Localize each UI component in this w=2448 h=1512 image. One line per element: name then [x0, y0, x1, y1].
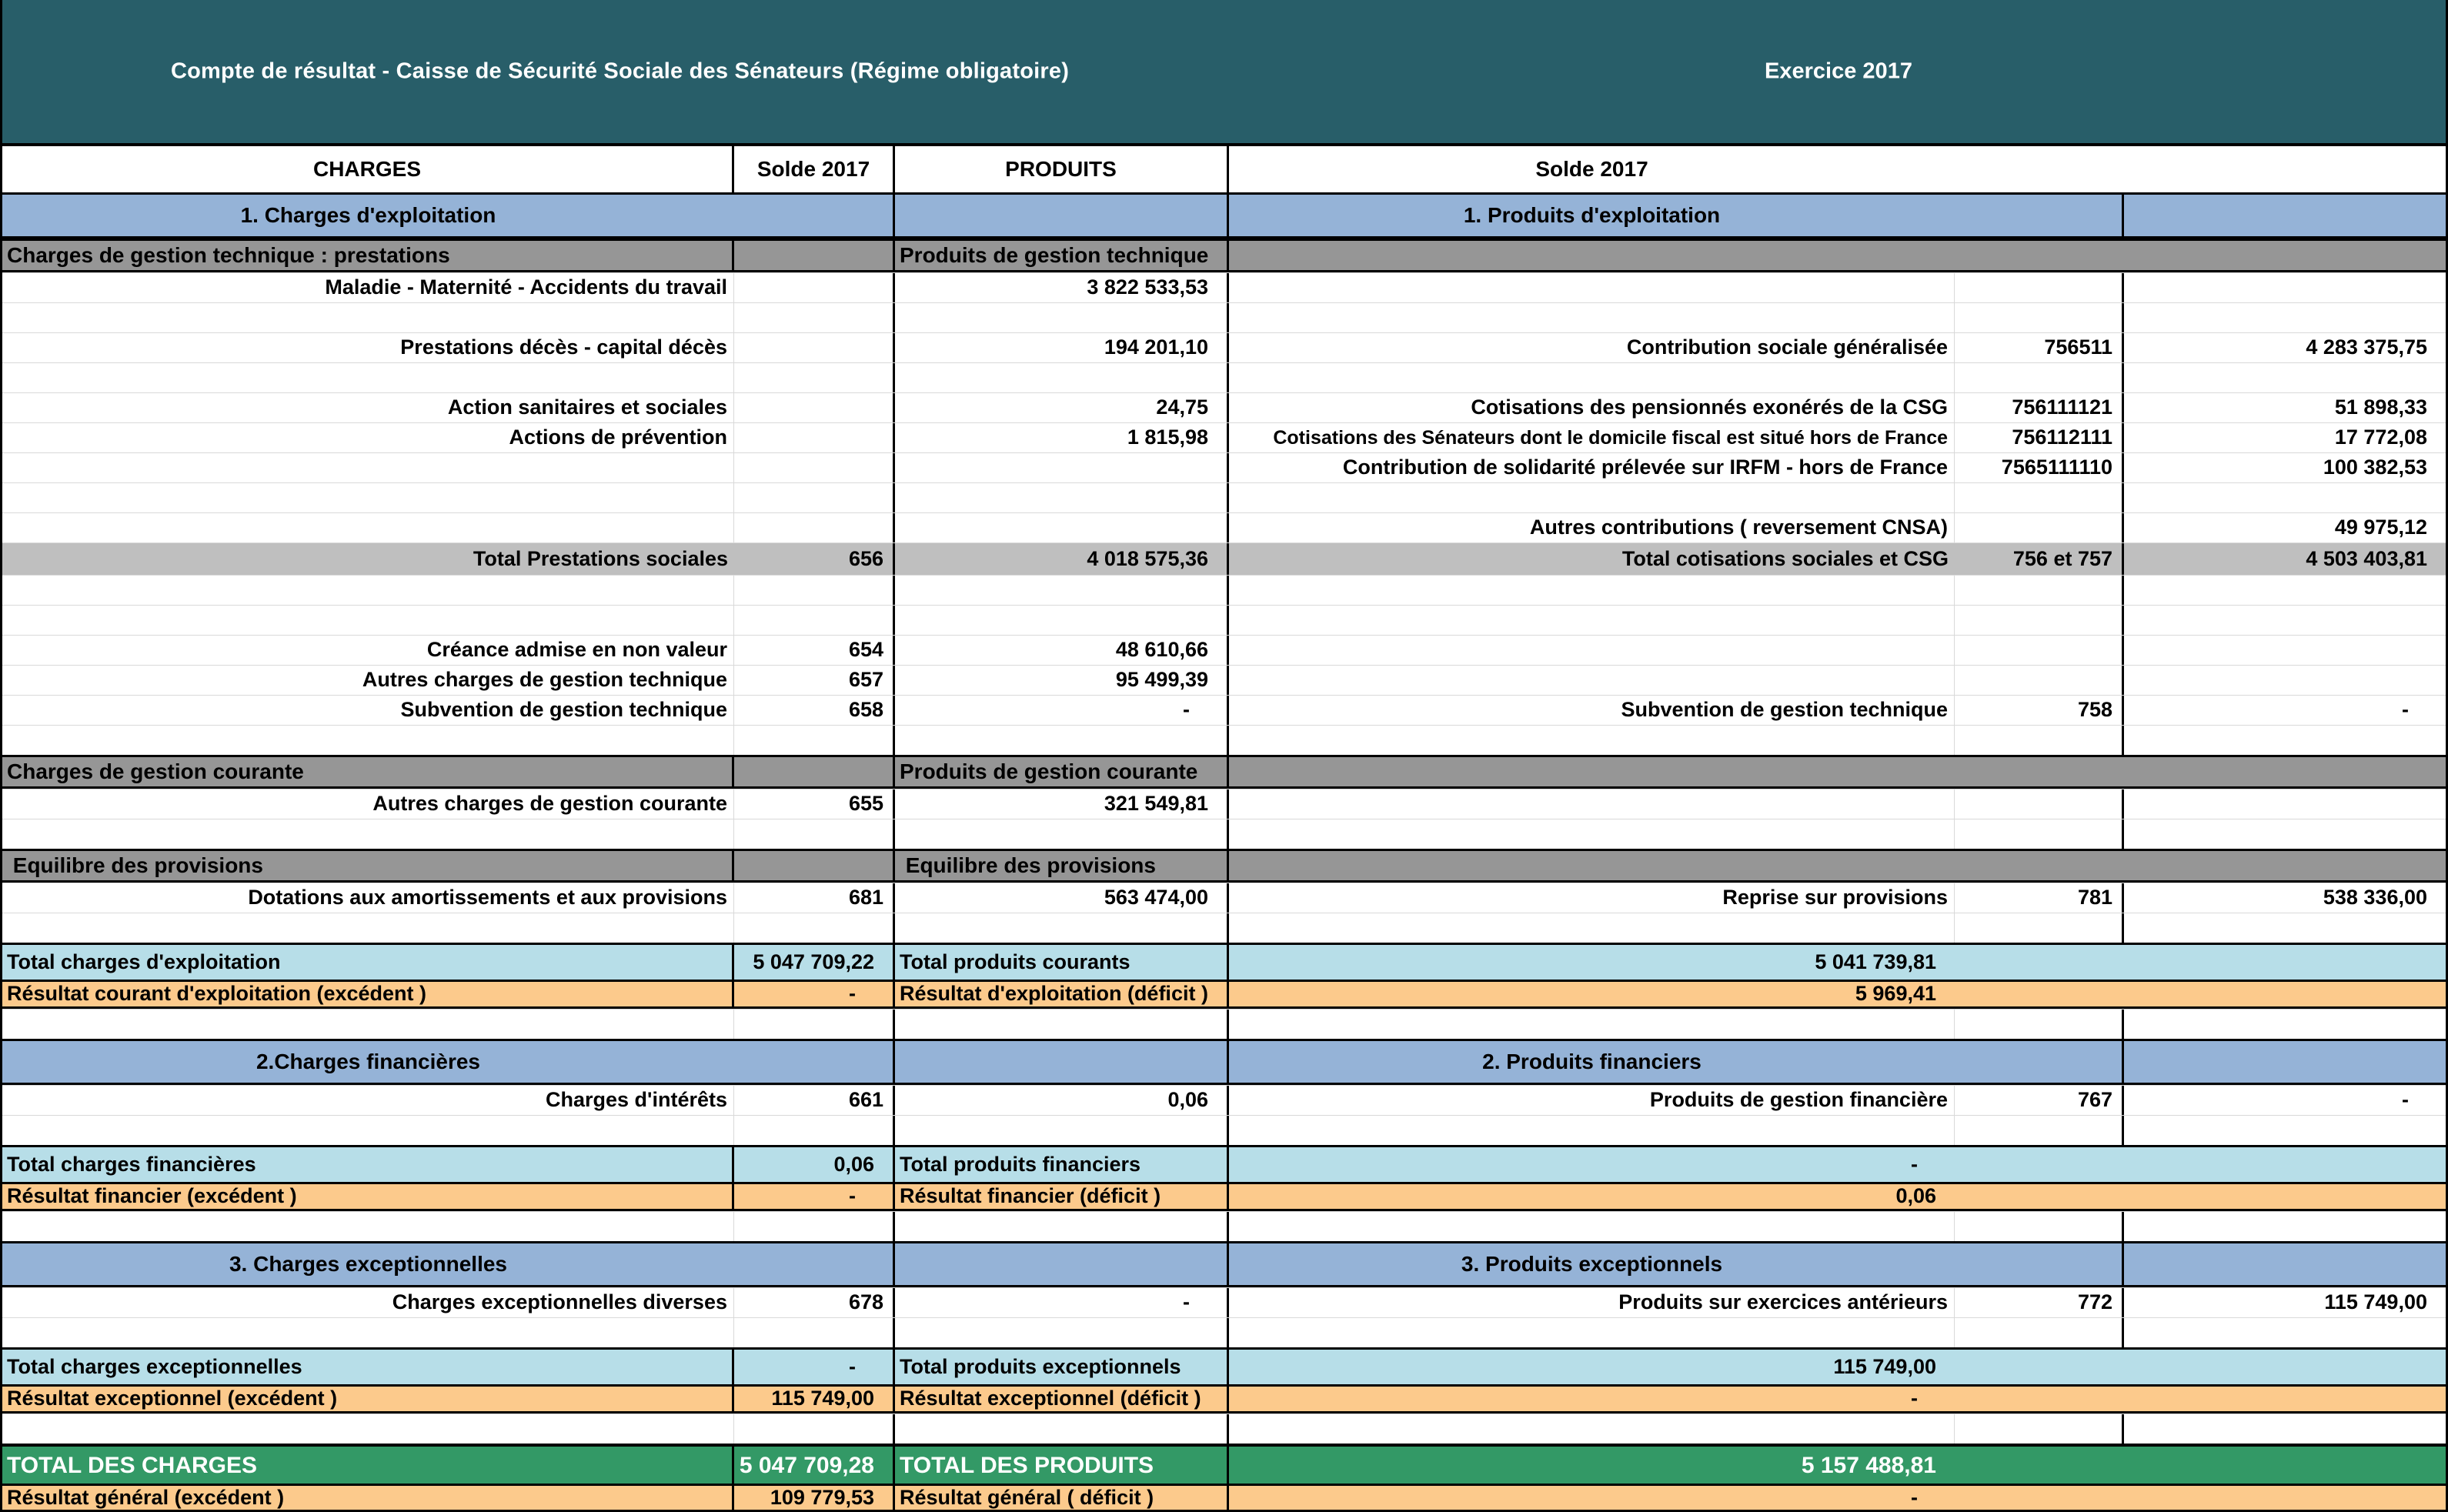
table-row: [2, 980, 2446, 1009]
charges-label-cell[interactable]: Subvention de gestion technique: [2, 696, 734, 725]
table-row: [2, 1287, 2446, 1317]
produits-code-cell[interactable]: 756511: [1955, 333, 2124, 362]
table-row: [2, 849, 2446, 883]
produits-label-cell[interactable]: [1229, 666, 1955, 695]
produits-code-cell[interactable]: [1955, 1318, 2124, 1347]
table-row: [2, 272, 2446, 302]
table-row: [2, 1145, 2446, 1182]
produits-value-cell[interactable]: 115 749,00: [2324, 1290, 2427, 1314]
charges-value-cell[interactable]: 0,06: [734, 1147, 895, 1182]
charges-code-cell[interactable]: [734, 576, 895, 605]
produits-section-cell[interactable]: Total produits courants: [895, 945, 1229, 980]
charges-code-cell[interactable]: [734, 273, 895, 302]
produits-section-cell[interactable]: Equilibre des provisions: [895, 851, 1229, 880]
produits-code-cell[interactable]: 767: [1955, 1086, 2124, 1115]
produits-value-cell[interactable]: -: [1911, 1152, 1918, 1176]
charges-value-cell[interactable]: -: [734, 982, 895, 1006]
charges-value-cell[interactable]: [895, 606, 1229, 635]
produits-code-cell[interactable]: [1955, 913, 2124, 943]
table-row: [2, 332, 2446, 362]
table-row: [2, 913, 2446, 943]
charges-section-cell[interactable]: Equilibre des provisions: [2, 851, 734, 880]
produits-section-title-cell[interactable]: 1. Produits d'exploitation: [1463, 202, 1721, 227]
charges-code-cell[interactable]: [734, 513, 895, 542]
charges-code-cell[interactable]: 654: [734, 636, 895, 665]
produits-value-cell[interactable]: [2124, 789, 2446, 819]
charges-section-cell[interactable]: Total charges d'exploitation: [2, 945, 734, 980]
produits-label-cell[interactable]: [1229, 1212, 1955, 1241]
charges-code-cell[interactable]: [734, 195, 895, 236]
produits-value-cell[interactable]: [2124, 1010, 2446, 1039]
table-row: [2, 1039, 2446, 1085]
produits-value-cell[interactable]: [2124, 819, 2446, 849]
produits-code-cell[interactable]: [1955, 666, 2124, 695]
produits-label-cell[interactable]: [1229, 363, 1955, 392]
charges-label-cell[interactable]: Action sanitaires et sociales: [2, 393, 734, 422]
charges-code-cell[interactable]: 678: [734, 1288, 895, 1317]
produits-code-cell[interactable]: [1955, 363, 2124, 392]
charges-value-cell[interactable]: 24,75: [895, 393, 1229, 422]
charges-code-cell[interactable]: [734, 1116, 895, 1145]
charges-value-cell[interactable]: [895, 1212, 1229, 1241]
charges-label-cell[interactable]: Actions de prévention: [2, 423, 734, 452]
produits-value-cell[interactable]: 5 041 739,81: [1815, 950, 1936, 973]
charges-code-cell[interactable]: 681: [734, 883, 895, 913]
produits-section-title-cell[interactable]: 2. Produits financiers: [1482, 1049, 1702, 1073]
table-row: [2, 1384, 2446, 1414]
column-header-solde-charges[interactable]: Solde 2017: [734, 146, 895, 192]
table-row: [2, 1182, 2446, 1211]
produits-value-cell[interactable]: 4 283 375,75: [2306, 335, 2427, 359]
produits-value-cell[interactable]: [2124, 1414, 2446, 1444]
charges-value-cell[interactable]: [734, 851, 895, 880]
produits-section-cell[interactable]: Résultat exceptionnel (déficit ): [895, 1387, 1229, 1411]
produits-code-cell[interactable]: 758: [1955, 696, 2124, 725]
produits-section-cell[interactable]: TOTAL DES PRODUITS: [895, 1447, 1229, 1484]
table-row: [2, 1115, 2446, 1145]
produits-value-cell[interactable]: 4 503 403,81: [2306, 546, 2427, 570]
charges-section-cell[interactable]: Total charges exceptionnelles: [2, 1350, 734, 1384]
charges-label-cell[interactable]: [2, 1318, 734, 1347]
charges-label-cell[interactable]: [2, 1116, 734, 1145]
charges-label-cell[interactable]: Total Prestations sociales: [473, 546, 728, 570]
produits-value-cell[interactable]: 5 969,41: [1855, 982, 1936, 1006]
produits-label-cell[interactable]: Autres contributions ( reversement CNSA): [1229, 513, 1955, 542]
charges-value-cell[interactable]: [895, 913, 1229, 943]
table-row: [2, 605, 2446, 635]
produits-section-title-cell[interactable]: 3. Produits exceptionnels: [1461, 1251, 1723, 1276]
table-row: [2, 1085, 2446, 1115]
produits-code-cell[interactable]: 756 et 757: [1955, 543, 2124, 575]
produits-value-cell[interactable]: 17 772,08: [2334, 426, 2427, 449]
charges-code-cell[interactable]: [734, 303, 895, 332]
charges-label-cell[interactable]: Autres charges de gestion technique: [2, 666, 734, 695]
charges-label-cell[interactable]: [2, 363, 734, 392]
charges-code-cell[interactable]: [734, 726, 895, 755]
table-row: [2, 943, 2446, 980]
table-row: [2, 725, 2446, 755]
table-row: [2, 789, 2446, 819]
charges-section-title-cell[interactable]: 3. Charges exceptionnelles: [229, 1251, 508, 1276]
column-header-row: [2, 146, 2446, 192]
charges-section-cell[interactable]: Charges de gestion technique : prestations: [2, 241, 734, 270]
produits-label-cell[interactable]: Produits sur exercices antérieurs: [1229, 1288, 1955, 1317]
produits-code-cell[interactable]: [1955, 1041, 2124, 1083]
table-row: [2, 1347, 2446, 1384]
produits-label-cell[interactable]: Cotisations des Sénateurs dont le domicile fiscal est situé hors de France: [1229, 423, 1955, 452]
charges-code-cell[interactable]: [734, 1212, 895, 1241]
charges-section-cell[interactable]: Résultat financier (excédent ): [2, 1184, 734, 1209]
produits-section-cell[interactable]: Total produits exceptionnels: [895, 1350, 1229, 1384]
produits-code-cell[interactable]: 756111121: [1955, 393, 2124, 422]
charges-code-cell[interactable]: 656: [734, 543, 895, 575]
charges-code-cell[interactable]: 655: [734, 789, 895, 819]
charges-value-cell[interactable]: [895, 303, 1229, 332]
produits-value-cell[interactable]: 0,06: [1895, 1184, 1936, 1208]
produits-label-cell[interactable]: Contribution de solidarité prélevée sur IRFM - hors de France: [1229, 453, 1955, 482]
produits-label-cell[interactable]: Reprise sur provisions: [1229, 883, 1955, 913]
charges-label-cell[interactable]: [2, 483, 734, 512]
produits-value-cell[interactable]: [2124, 303, 2446, 332]
charges-value-cell[interactable]: 321 549,81: [895, 789, 1229, 819]
charges-value-cell[interactable]: 95 499,39: [895, 666, 1229, 695]
charges-value-cell[interactable]: [895, 1243, 1229, 1285]
table-row: [2, 1009, 2446, 1039]
charges-code-cell[interactable]: [734, 1010, 895, 1039]
charges-value-cell[interactable]: 48 610,66: [895, 636, 1229, 665]
produits-value-cell[interactable]: [2124, 666, 2446, 695]
charges-code-cell[interactable]: [734, 913, 895, 943]
charges-section-title-cell[interactable]: 2.Charges financières: [255, 1049, 481, 1073]
charges-section-cell[interactable]: Résultat général (excédent ): [2, 1486, 734, 1510]
produits-section-cell[interactable]: Total produits financiers: [895, 1147, 1229, 1182]
charges-label-cell[interactable]: [2, 453, 734, 482]
produits-label-cell[interactable]: [1229, 273, 1955, 302]
charges-value-cell[interactable]: 4 018 575,36: [895, 543, 1229, 575]
produits-label-cell[interactable]: [1229, 913, 1955, 943]
charges-value-cell[interactable]: [895, 1010, 1229, 1039]
produits-value-cell[interactable]: -: [2402, 1088, 2409, 1112]
charges-section-cell[interactable]: TOTAL DES CHARGES: [2, 1447, 734, 1484]
produits-label-cell[interactable]: Contribution sociale généralisée: [1229, 333, 1955, 362]
table-row: [2, 1211, 2446, 1241]
produits-code-cell[interactable]: [1955, 195, 2124, 236]
exercice-label: Exercice 2017: [1765, 58, 1912, 84]
charges-value-cell[interactable]: [895, 819, 1229, 849]
produits-code-cell[interactable]: [1955, 1243, 2124, 1285]
produits-value-cell[interactable]: [2124, 1041, 2446, 1083]
charges-value-cell[interactable]: [734, 757, 895, 786]
table-row: [2, 512, 2446, 542]
table-row: [2, 452, 2446, 482]
produits-value-cell[interactable]: [2124, 1212, 2446, 1241]
table-row: [2, 1241, 2446, 1287]
table-row: [2, 1317, 2446, 1347]
charges-value-cell[interactable]: [895, 1414, 1229, 1444]
charges-code-cell[interactable]: [734, 393, 895, 422]
charges-label-cell[interactable]: Créance admise en non valeur: [2, 636, 734, 665]
table-row: [2, 883, 2446, 913]
charges-value-cell[interactable]: [895, 1041, 1229, 1083]
charges-label-cell[interactable]: [2, 606, 734, 635]
table-row: [2, 1444, 2446, 1484]
grid-body: [2, 192, 2446, 1510]
produits-label-cell[interactable]: Subvention de gestion technique: [1229, 696, 1955, 725]
charges-value-cell[interactable]: [734, 241, 895, 270]
table-row: [2, 392, 2446, 422]
charges-label-cell[interactable]: Charges exceptionnelles diverses: [2, 1288, 734, 1317]
charges-label-cell[interactable]: [2, 1010, 734, 1039]
table-row: [2, 755, 2446, 789]
produits-label-cell[interactable]: [1229, 819, 1955, 849]
charges-label-cell[interactable]: [2, 576, 734, 605]
title-bar: [2, 0, 2446, 146]
charges-value-cell[interactable]: [895, 195, 1229, 236]
produits-label-cell[interactable]: [1229, 1318, 1955, 1347]
charges-value-cell[interactable]: 5 047 709,28: [734, 1447, 895, 1484]
charges-value-cell[interactable]: [895, 1318, 1229, 1347]
charges-value-cell[interactable]: [895, 483, 1229, 512]
charges-code-cell[interactable]: [734, 1414, 895, 1444]
table-row: [2, 665, 2446, 695]
produits-label-cell[interactable]: [1229, 636, 1955, 665]
produits-code-cell[interactable]: [1955, 483, 2124, 512]
produits-code-cell[interactable]: [1955, 1116, 2124, 1145]
charges-label-cell[interactable]: [2, 513, 734, 542]
produits-section-cell[interactable]: Résultat d'exploitation (déficit ): [895, 982, 1229, 1006]
charges-code-cell[interactable]: [734, 453, 895, 482]
produits-value-cell[interactable]: [2124, 1116, 2446, 1145]
produits-value-cell[interactable]: [2124, 636, 2446, 665]
produits-value-cell[interactable]: [2124, 913, 2446, 943]
charges-value-cell[interactable]: 563 474,00: [895, 883, 1229, 913]
produits-value-cell[interactable]: [2124, 1243, 2446, 1285]
produits-value-cell[interactable]: 538 336,00: [2323, 886, 2427, 910]
produits-code-cell[interactable]: [1955, 303, 2124, 332]
page-title: Compte de résultat - Caisse de Sécurité Sociale des Sénateurs (Régime obligatoire): [171, 58, 1070, 84]
charges-value-cell[interactable]: -: [734, 1350, 895, 1384]
produits-label-cell[interactable]: [1229, 1116, 1955, 1145]
charges-label-cell[interactable]: Autres charges de gestion courante: [2, 789, 734, 819]
charges-code-cell[interactable]: [734, 1318, 895, 1347]
charges-code-cell[interactable]: [734, 1041, 895, 1083]
charges-code-cell[interactable]: [734, 819, 895, 849]
table-row: [2, 542, 2446, 575]
column-header-solde-produits[interactable]: Solde 2017: [1535, 156, 1648, 181]
produits-code-cell[interactable]: [1955, 273, 2124, 302]
produits-value-cell[interactable]: [2124, 726, 2446, 755]
table-row: [2, 1484, 2446, 1510]
produits-value-cell[interactable]: [1229, 851, 1955, 880]
table-row: [2, 302, 2446, 332]
produits-label-cell[interactable]: [1229, 1414, 1955, 1444]
produits-code-cell[interactable]: 781: [1955, 883, 2124, 913]
produits-value-cell[interactable]: [2124, 273, 2446, 302]
produits-value-cell[interactable]: [1229, 757, 1955, 786]
produits-code-cell[interactable]: [1955, 513, 2124, 542]
produits-label-cell[interactable]: [1229, 303, 1955, 332]
charges-label-cell[interactable]: Maladie - Maternité - Accidents du travail: [2, 273, 734, 302]
produits-label-cell[interactable]: [1229, 483, 1955, 512]
produits-value-cell[interactable]: 51 898,33: [2334, 396, 2427, 419]
charges-code-cell[interactable]: 657: [734, 666, 895, 695]
produits-value-cell[interactable]: [2124, 195, 2446, 236]
produits-code-cell[interactable]: 756112111: [1955, 423, 2124, 452]
produits-section-cell[interactable]: Résultat financier (déficit ): [895, 1184, 1229, 1209]
charges-code-cell[interactable]: [734, 333, 895, 362]
charges-code-cell[interactable]: 658: [734, 696, 895, 725]
charges-section-cell[interactable]: Résultat courant d'exploitation (excédent ): [2, 982, 734, 1006]
charges-value-cell[interactable]: [895, 363, 1229, 392]
produits-code-cell[interactable]: [1955, 576, 2124, 605]
charges-code-cell[interactable]: [734, 423, 895, 452]
charges-section-cell[interactable]: Résultat exceptionnel (excédent ): [2, 1387, 734, 1411]
produits-section-cell[interactable]: Produits de gestion courante: [895, 757, 1229, 786]
produits-label-cell[interactable]: [1229, 789, 1955, 819]
produits-code-cell[interactable]: [1955, 726, 2124, 755]
table-row: [2, 362, 2446, 392]
produits-value-cell[interactable]: 49 975,12: [2334, 516, 2427, 539]
table-row: [2, 482, 2446, 512]
charges-value-cell[interactable]: 115 749,00: [734, 1387, 895, 1411]
charges-value-cell[interactable]: -: [895, 696, 1229, 725]
charges-value-cell[interactable]: [895, 453, 1229, 482]
charges-code-cell[interactable]: [734, 1243, 895, 1285]
table-row: [2, 239, 2446, 272]
produits-section-cell[interactable]: Produits de gestion technique: [895, 241, 1229, 270]
produits-code-cell[interactable]: [1955, 789, 2124, 819]
produits-value-cell[interactable]: -: [2402, 698, 2409, 722]
produits-label-cell[interactable]: [1229, 1010, 1955, 1039]
produits-code-cell[interactable]: 772: [1955, 1288, 2124, 1317]
charges-value-cell[interactable]: 1 815,98: [895, 423, 1229, 452]
charges-section-cell[interactable]: Charges de gestion courante: [2, 757, 734, 786]
charges-section-cell[interactable]: Total charges financières: [2, 1147, 734, 1182]
charges-label-cell[interactable]: [2, 1212, 734, 1241]
charges-value-cell[interactable]: [895, 576, 1229, 605]
charges-value-cell[interactable]: 0,06: [895, 1086, 1229, 1115]
table-row: [2, 192, 2446, 239]
produits-value-cell[interactable]: -: [1911, 1486, 1918, 1509]
charges-label-cell[interactable]: Dotations aux amortissements et aux provisions: [2, 883, 734, 913]
table-row: [2, 819, 2446, 849]
produits-label-cell[interactable]: [1229, 726, 1955, 755]
produits-code-cell[interactable]: [1955, 1212, 2124, 1241]
produits-value-cell[interactable]: [2124, 1318, 2446, 1347]
column-header-charges[interactable]: CHARGES: [2, 146, 734, 192]
produits-value-cell[interactable]: [1229, 241, 1955, 270]
produits-label-cell[interactable]: Cotisations des pensionnés exonérés de la CSG: [1229, 393, 1955, 422]
produits-code-cell[interactable]: [1955, 606, 2124, 635]
column-header-produits[interactable]: PRODUITS: [895, 146, 1229, 192]
produits-value-cell[interactable]: 5 157 488,81: [1801, 1452, 1936, 1478]
charges-value-cell[interactable]: [895, 513, 1229, 542]
produits-label-cell[interactable]: Total cotisations sociales et CSG: [1621, 546, 1949, 570]
charges-label-cell[interactable]: [2, 303, 734, 332]
table-row: [2, 422, 2446, 452]
charges-value-cell[interactable]: 194 201,10: [895, 333, 1229, 362]
table-row: [2, 635, 2446, 665]
table-row: [2, 695, 2446, 725]
charges-value-cell[interactable]: 3 822 533,53: [895, 273, 1229, 302]
produits-code-cell[interactable]: [1955, 1414, 2124, 1444]
produits-value-cell[interactable]: [2124, 363, 2446, 392]
charges-code-cell[interactable]: [734, 606, 895, 635]
produits-value-cell[interactable]: [2124, 576, 2446, 605]
produits-value-cell[interactable]: [2124, 483, 2446, 512]
produits-code-cell[interactable]: [1955, 1010, 2124, 1039]
charges-code-cell[interactable]: 661: [734, 1086, 895, 1115]
produits-label-cell[interactable]: [1229, 576, 1955, 605]
charges-value-cell[interactable]: 109 779,53: [734, 1486, 895, 1510]
produits-code-cell[interactable]: 7565111110: [1955, 453, 2124, 482]
charges-label-cell[interactable]: Prestations décès - capital décès: [2, 333, 734, 362]
produits-value-cell[interactable]: 115 749,00: [1833, 1354, 1936, 1378]
charges-label-cell[interactable]: [2, 726, 734, 755]
charges-value-cell[interactable]: [895, 1116, 1229, 1145]
charges-label-cell[interactable]: [2, 1414, 734, 1444]
table-row: [2, 575, 2446, 605]
charges-value-cell[interactable]: -: [895, 1288, 1229, 1317]
produits-value-cell[interactable]: -: [1911, 1387, 1918, 1410]
produits-code-cell[interactable]: [1955, 636, 2124, 665]
produits-value-cell[interactable]: [2124, 606, 2446, 635]
table-row: [2, 1414, 2446, 1444]
charges-value-cell[interactable]: [895, 726, 1229, 755]
charges-label-cell[interactable]: [2, 913, 734, 943]
produits-label-cell[interactable]: [1229, 606, 1955, 635]
charges-label-cell[interactable]: Charges d'intérêts: [2, 1086, 734, 1115]
produits-label-cell[interactable]: Produits de gestion financière: [1229, 1086, 1955, 1115]
produits-value-cell[interactable]: 100 382,53: [2323, 456, 2427, 479]
produits-section-cell[interactable]: Résultat général ( déficit ): [895, 1486, 1229, 1510]
charges-code-cell[interactable]: [734, 483, 895, 512]
charges-value-cell[interactable]: 5 047 709,22: [734, 945, 895, 980]
produits-code-cell[interactable]: [1955, 819, 2124, 849]
charges-value-cell[interactable]: -: [734, 1184, 895, 1209]
charges-section-title-cell[interactable]: 1. Charges d'exploitation: [240, 202, 496, 227]
charges-label-cell[interactable]: [2, 819, 734, 849]
charges-code-cell[interactable]: [734, 363, 895, 392]
